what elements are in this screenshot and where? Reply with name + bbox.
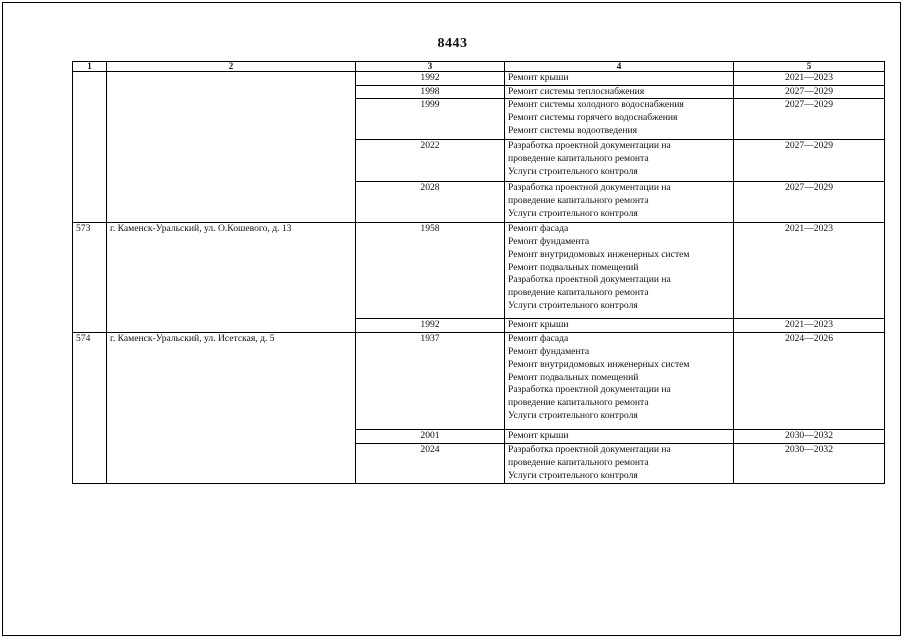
- work-item: Ремонт внутридомовых инженерных систем: [508, 358, 690, 370]
- work-item: Ремонт внутридомовых инженерных систем: [508, 248, 690, 260]
- table-body: [73, 72, 885, 484]
- work-item: проведение капитального ремонта: [508, 195, 649, 207]
- work-item: Ремонт системы горячего водоснабжения: [508, 112, 678, 124]
- repair-year: 1998: [356, 85, 505, 99]
- work-item: Ремонт системы теплоснабжения: [508, 85, 645, 97]
- work-item: Ремонт крыши: [508, 430, 569, 442]
- building-number: 574: [73, 333, 107, 483]
- building-address: г. Каменск-Уральский, ул. О.Кошевого, д. 13: [107, 223, 356, 333]
- work-item: Ремонт подвальных помещений: [508, 261, 639, 273]
- table-row: [73, 72, 885, 86]
- column-header: 4: [505, 62, 734, 72]
- repair-period: 2027—2029: [734, 140, 885, 182]
- repair-year: 2022: [356, 140, 505, 182]
- page-number: 8443: [437, 36, 468, 51]
- repair-period: 2021—2023: [734, 223, 885, 319]
- repair-year: 1999: [356, 99, 505, 140]
- work-item: проведение капитального ремонта: [508, 286, 649, 298]
- repair-period: 2030—2032: [734, 430, 885, 444]
- work-item: Разработка проектной документации на: [508, 444, 671, 456]
- work-item: Услуги строительного контроля: [508, 207, 638, 219]
- repair-year: 1958: [356, 223, 505, 319]
- repair-year: 2001: [356, 430, 505, 444]
- building-address: г. Каменск-Уральский, ул. Исетская, д. 5: [107, 333, 356, 483]
- work-item: Разработка проектной документации на: [508, 140, 671, 152]
- work-item: Ремонт фасада: [508, 333, 569, 345]
- building-number: [73, 72, 107, 223]
- repair-year: 2024: [356, 444, 505, 483]
- work-item: Услуги строительного контроля: [508, 165, 638, 177]
- repair-year: 2028: [356, 182, 505, 223]
- repair-works: [505, 223, 734, 319]
- repair-period: 2021—2023: [734, 72, 885, 86]
- repair-works: [505, 319, 734, 333]
- work-item: Ремонт крыши: [508, 72, 569, 83]
- table-row: [73, 223, 885, 319]
- repair-period: 2027—2029: [734, 85, 885, 99]
- repair-period: 2021—2023: [734, 319, 885, 333]
- header-row: [73, 62, 885, 72]
- work-item: Ремонт системы холодного водоснабжения: [508, 99, 684, 111]
- repair-works: [505, 99, 734, 140]
- work-item: Разработка проектной документации на: [508, 274, 671, 286]
- repair-works: [505, 444, 734, 483]
- column-header: 2: [107, 62, 356, 72]
- repair-period: 2024—2026: [734, 333, 885, 430]
- repair-period: 2027—2029: [734, 182, 885, 223]
- repair-year: 1937: [356, 333, 505, 430]
- work-item: Разработка проектной документации на: [508, 182, 671, 194]
- column-header: 3: [356, 62, 505, 72]
- work-item: Ремонт крыши: [508, 319, 569, 331]
- repair-works: [505, 140, 734, 182]
- repair-works: [505, 85, 734, 99]
- work-item: проведение капитального ремонта: [508, 153, 649, 165]
- work-item: Услуги строительного контроля: [508, 299, 638, 311]
- repair-year: 1992: [356, 72, 505, 86]
- repair-works: [505, 430, 734, 444]
- repair-period: 2027—2029: [734, 99, 885, 140]
- repair-year: 1992: [356, 319, 505, 333]
- column-header: 1: [73, 62, 107, 72]
- work-item: Ремонт фасада: [508, 223, 569, 235]
- work-item: Ремонт фундамента: [508, 236, 590, 248]
- column-header: 5: [734, 62, 885, 72]
- capital-repair-table: [72, 61, 885, 484]
- work-item: проведение капитального ремонта: [508, 457, 649, 469]
- work-item: проведение капитального ремонта: [508, 396, 649, 408]
- work-item: Услуги строительного контроля: [508, 469, 638, 481]
- table-row: [73, 333, 885, 430]
- repair-works: [505, 72, 734, 86]
- work-item: Разработка проектной документации на: [508, 384, 671, 396]
- repair-period: 2030—2032: [734, 444, 885, 483]
- work-item: Ремонт фундамента: [508, 346, 590, 358]
- work-item: Ремонт системы водоотведения: [508, 124, 638, 136]
- repair-works: [505, 182, 734, 223]
- building-address: [107, 72, 356, 223]
- repair-works: [505, 333, 734, 430]
- work-item: Ремонт подвальных помещений: [508, 371, 639, 383]
- work-item: Услуги строительного контроля: [508, 409, 638, 421]
- building-number: 573: [73, 223, 107, 333]
